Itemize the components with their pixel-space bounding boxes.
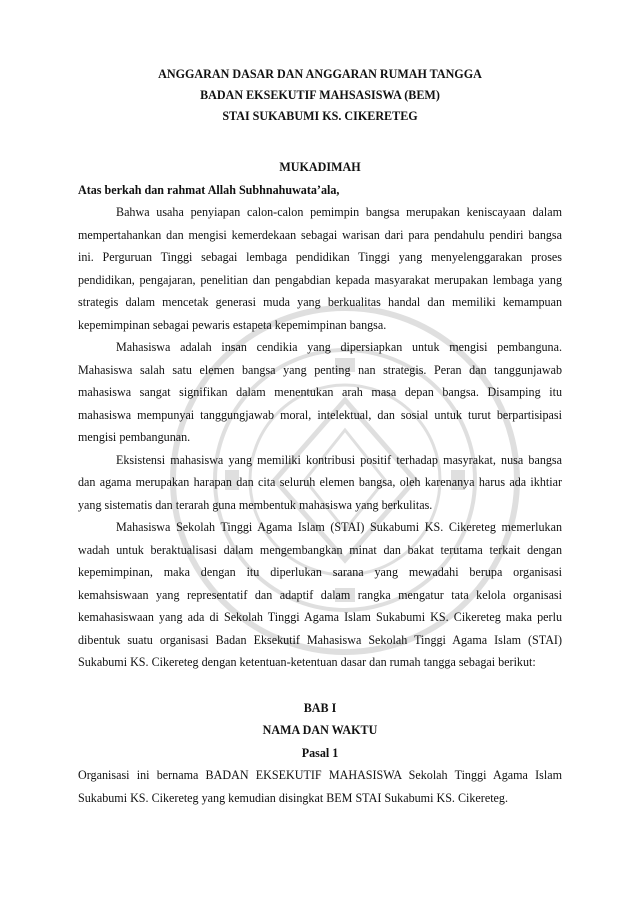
organization-name: BADAN EKSEKUTIF MAHSASISWA (BEM) xyxy=(200,88,440,102)
mukadimah-paragraph-2: Mahasiswa adalah insan cendikia yang dipersiapkan untuk mengisi pembanguna. Mahasiswa salah satu elemen bangsa yang penting nan strategis. Peran dan tanggunjawab mahasiswa sangat signifikan dalam menentukan arah masa depan bangsa. Disamping itu mahasiswa mempunyai tanggungjawab moral, intelektual, dan sosial untuk turut berpartisipasi mengisi pembangunan. xyxy=(78,340,562,444)
document-title: ANGGARAN DASAR DAN ANGGARAN RUMAH TANGGA xyxy=(158,67,482,81)
institution-name: STAI SUKABUMI KS. CIKERETEG xyxy=(222,109,418,123)
article-1-text: Organisasi ini bernama BADAN EKSEKUTIF MAHASISWA Sekolah Tinggi Agama Islam Sukabumi KS. Cikereteg yang kemudian disingkat BEM STAI Sukabumi KS. Cikereteg. xyxy=(78,768,562,805)
mukadimah-paragraph-4: Mahasiswa Sekolah Tinggi Agama Islam (STAI) Sukabumi KS. Cikereteg memerlukan wadah untuk beraktualisasi dalam mengembangkan minat dan bakat terutama terkait dengan kepemimpinan, maka dengan itu diperlukan sarana yang mewadahi berupa organisasi kemahsiswaan yang representatif dan adaptif dalam rangka mengatur tata kelola organisasi kemahasiswaan yang ada di Sekolah Tinggi Agama Islam Sukabumi KS. Cikereteg maka perlu dibentuk suatu organisasi Badan Eksekutif Mahasiswa Sekolah Tinggi Agama Islam (STAI) Sukabumi KS. Cikereteg dengan ketentuan-ketentuan dasar dan rumah tangga sebagai berikut: xyxy=(78,520,562,669)
chapter-heading: BAB I xyxy=(303,700,337,715)
spacer xyxy=(78,674,562,697)
mukadimah-heading: MUKADIMAH xyxy=(279,160,361,174)
mukadimah-paragraph-3: Eksistensi mahasiswa yang memiliki kontribusi positif terhadap masyrakat, nusa bangsa dan agama merupakan harapan dan cita seluruh elemen bangsa, oleh karenanya harus ada ikhtiar yang sistematis dan terarah guna membentuk mahasiswa yang berkulitas. xyxy=(78,452,562,512)
spacer xyxy=(78,127,562,156)
document-page xyxy=(78,64,562,809)
mukadimah-paragraph-1: Bahwa usaha penyiapan calon-calon pemimpin bangsa merupakan keniscayaan dalam mempertahankan dan mengisi kemerdekaan sebagai warisan dari para pendahulu pendiri bangsa ini. Perguruan Tinggi sebagai lembaga pendidikan Tinggi yang menyelenggarakan proses pendidikan, pengajaran, penelitian dan pengabdian kepada masyarakat merupakan lembaga yang strategis dalam mencetak generasi muda yang berkualitas handal dan memiliki kemampuan kepemimpinan sebagai pewaris estapeta kepemimpinan bangsa. xyxy=(78,205,562,332)
mukadimah-opening: Atas berkah dan rahmat Allah Subhnahuwata’ala, xyxy=(78,182,340,197)
article-heading: Pasal 1 xyxy=(301,745,339,760)
chapter-subtitle: NAMA DAN WAKTU xyxy=(262,723,378,737)
